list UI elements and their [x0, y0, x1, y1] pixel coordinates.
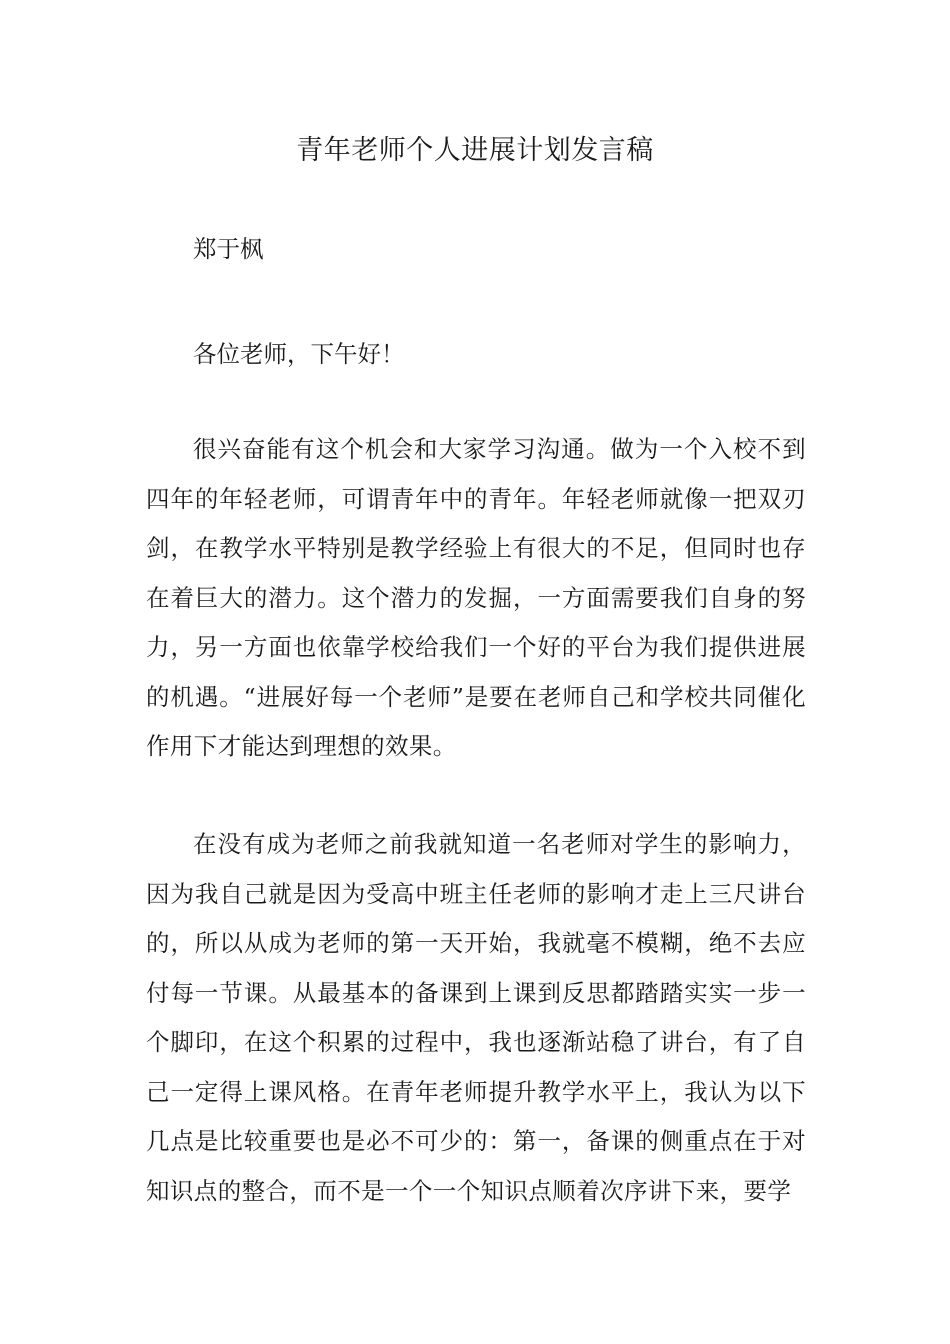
author-name: 郑于枫 — [193, 235, 264, 263]
greeting: 各位老师，下午好！ — [193, 340, 405, 368]
document-title: 青年老师个人进展计划发言稿 — [296, 135, 654, 166]
paragraph-2: 在没有成为老师之前我就知道一名老师对学生的影响力，因为我自己就是因为受高中班主任老师的影响才走上三尺讲台的，所以从成为老师的第一天开始，我就毫不模糊，绝不去应付每一节课。从最基本的备课到上课到反思都踏踏实实一步一个脚印，在这个积累的过程中，我也逐渐站稳了讲台，有了自己一定得上课风格。在青年老师提升教学水平上，我认为以下几点是比较重要也是必不可少的：第一，备课的侧重点在于对知识点的整合，而不是一个一个知识点顺着次序讲下来，要学 — [146, 830, 806, 1205]
paragraph-1: 很兴奋能有这个机会和大家学习沟通。做为一个入校不到四年的年轻老师，可谓青年中的青年。年轻老师就像一把双刃剑，在教学水平特别是教学经验上有很大的不足，但同时也存在着巨大的潜力。这个潜力的发掘，一方面需要我们自身的努力，另一方面也依靠学校给我们一个好的平台为我们提供进展的机遇。“进展好每一个老师”是要在老师自己和学校共同催化作用下才能达到理想的效果。 — [146, 435, 806, 760]
